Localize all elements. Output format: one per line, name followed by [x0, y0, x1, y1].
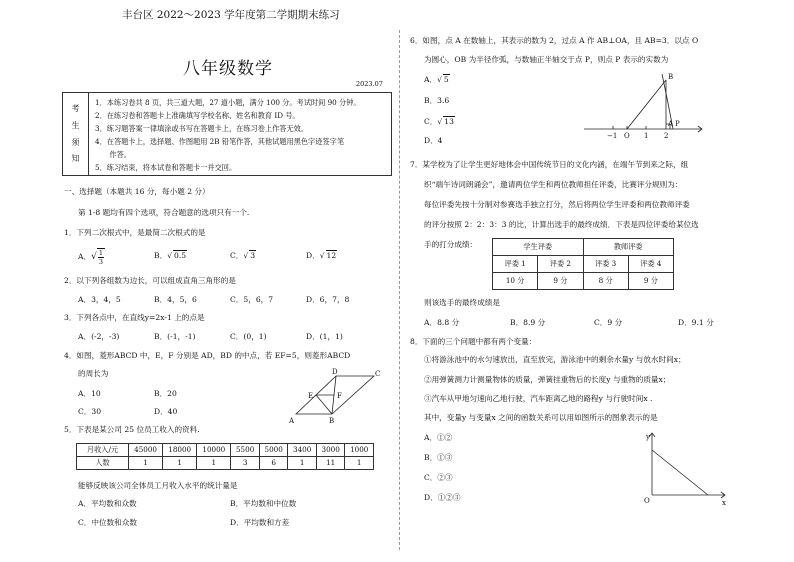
- label-a: A: [668, 120, 674, 128]
- q7-option-c: C．9 分: [594, 318, 623, 327]
- q6-option-b: B．3.6: [424, 96, 450, 105]
- q1-option-c: C．√ 3: [230, 251, 256, 260]
- notes-item: 作答。: [95, 149, 131, 159]
- label-f: F: [337, 392, 342, 400]
- q1-option-a: A．√ $\frac{1}{3}$: [78, 249, 103, 266]
- q3-option-c: C．(0，1): [230, 332, 267, 341]
- label-b: B: [668, 73, 674, 81]
- label-o: O: [624, 132, 630, 140]
- label-e: E: [308, 392, 314, 400]
- q8-item-3: ③汽车从甲地匀速向乙地行驶，汽车距离乙地的路程y 与行驶时间x .: [424, 394, 653, 403]
- q8-option-a: A．①②: [424, 433, 453, 442]
- q3-option-d: D．(1，1): [306, 332, 343, 341]
- table-cell: 18000: [163, 444, 197, 457]
- q5-option-d: D．平均数和方差: [230, 518, 290, 527]
- table-header-cell: 月收入/元: [77, 444, 129, 457]
- table-cell: 1: [197, 457, 231, 470]
- table-cell: 1: [163, 457, 197, 470]
- q6-stem-cont: 为圆心，OB 为半径作弧，与数轴正半轴交于点 P，则点 P 表示的实数为: [424, 55, 669, 64]
- q8-option-d: D．①②③: [424, 493, 461, 502]
- table-cell: 3: [231, 457, 260, 470]
- q1-option-b: B．√ 0.5: [154, 251, 187, 260]
- q8-option-c: C．②③: [424, 473, 453, 482]
- label-d: D: [332, 368, 338, 376]
- table-header-cell: 教师评委: [583, 239, 674, 256]
- q4-option-c: C．30: [78, 407, 102, 416]
- segment-ob: [627, 80, 666, 129]
- q7-option-a: A．8.8 分: [424, 318, 460, 327]
- notes-item: 1．本练习卷共 8 页，共三道大题，27 道小题，满分 100 分。考试时间 90 分钟。: [95, 98, 361, 107]
- table-cell: 10 分: [493, 273, 538, 290]
- q6-option-d: D．4: [424, 136, 443, 145]
- q5-income-table: [76, 443, 374, 470]
- table-cell: 评委 4: [628, 256, 673, 273]
- function-line: [652, 450, 708, 495]
- q5-option-b: B．平均数和中位数: [230, 499, 297, 508]
- table-cell: 评委 2: [538, 256, 583, 273]
- tick-label-two: 2: [664, 132, 669, 140]
- q8-ask: 其中，变量y 与变量x 之间的函数关系可以用如图所示的图象表示的是: [424, 413, 658, 422]
- label-a: A: [289, 417, 295, 425]
- q3-stem: 3．下列各点中，在直线y=2x-1 上的点是: [64, 313, 205, 322]
- q4-stem: 4．如图，菱形ABCD 中，E，F 分别是 AD，BD 的中点，若 EF=5，则菱形ABCD: [64, 351, 351, 360]
- notes-item: 2．在练习卷和答题卡上准确填写学校名称、姓名和教育 ID 号。: [95, 110, 300, 120]
- table-header-cell: 人数: [77, 457, 129, 470]
- tick-label-one: 1: [644, 132, 649, 140]
- q4-option-b: B．20: [154, 389, 177, 398]
- q2-option-c: C．5，6，7: [230, 295, 274, 304]
- label-b: B: [329, 417, 335, 425]
- q3-option-b: B．(-1，-1): [154, 332, 196, 341]
- q8-stem: 8．下面的三个问题中都有两个变量：: [410, 337, 537, 346]
- table-cell: 5500: [231, 444, 260, 457]
- q6-number-line-figure: [580, 72, 710, 142]
- label-c: C: [375, 370, 381, 378]
- table-cell: 3000: [316, 444, 345, 457]
- table-row: [493, 256, 674, 273]
- section-intro: 第 1-8 题均有四个选项，符合题意的选项只有一个.: [78, 208, 250, 217]
- table-header-cell: 学生评委: [493, 239, 584, 256]
- q5-ask: 能够反映该公司全体员工月收入水平的统计量是: [78, 481, 238, 490]
- q7-option-d: D．9.1 分: [678, 318, 714, 327]
- q5-option-a: A．平均数和众数: [78, 499, 137, 508]
- table-cell: 5000: [259, 444, 288, 457]
- q7-ask: 则该选手的最终成绩是: [424, 298, 500, 307]
- label-p: P: [675, 120, 680, 128]
- table-row: [493, 273, 674, 290]
- q2-option-a: A．3，4，5: [78, 295, 121, 304]
- notes-label: 考 生 须 知: [63, 93, 89, 175]
- table-cell: 1: [345, 457, 374, 470]
- q8-option-b: B．①③: [424, 453, 453, 462]
- q2-option-b: B．4，5，6: [154, 295, 197, 304]
- q1-option-d: D．√ 12: [306, 251, 337, 260]
- table-cell: 6: [259, 457, 288, 470]
- table-cell: 评委 1: [493, 256, 538, 273]
- q4-option-a: A．10: [78, 389, 101, 398]
- q5-stem: 5．下表是某公司 25 位员工收入的资料.: [64, 425, 200, 434]
- q7-stem: 7．某学校为了让学生更好地体会中国传统节日的文化内涵，在端午节到来之际，组 织“端午诗词朗诵会”，邀请两位学生和两位教师担任评委，比赛评分规则为： 每位评委先按十分制对参赛选手独立打分，然后将两位学生评委和两位教师评委 的评分按照 2：2：3：3 的比，计算出选手的最终成绩．下表是四位评委给某位选 手的打分成绩：: [410, 160, 699, 249]
- q6-option-a: A．√ 5: [424, 75, 449, 84]
- x-axis-label: x: [722, 499, 726, 507]
- q8-item-2: ②用弹簧测力计测量物体的质量，弹簧挂重物后的长度y 与重物的质量x；: [424, 375, 671, 384]
- table-cell: 11: [316, 457, 345, 470]
- table-row: [77, 444, 374, 457]
- q5-option-c: C．中位数和众数: [78, 518, 137, 527]
- q4-stem-cont: 的周长为: [78, 369, 109, 378]
- q8-item-1: ①将游泳池中的水匀速放出，直至放完，游泳池中的剩余水量y 与放水时间x；: [424, 355, 686, 364]
- table-row: [493, 239, 674, 256]
- table-cell: 1: [129, 457, 163, 470]
- subject-title: 八年级数学: [183, 59, 273, 79]
- q4-option-d: D．40: [154, 407, 178, 416]
- exam-title: 丰台区 2022～2023 学年度第二学期期末练习: [122, 9, 340, 21]
- q8-function-graph: [640, 430, 730, 505]
- origin-label: O: [644, 497, 650, 505]
- table-cell: 1000: [345, 444, 374, 457]
- q2-option-d: D．6，7，8: [306, 295, 350, 304]
- y-axis-label: y: [646, 433, 650, 441]
- q7-score-table: [492, 238, 674, 290]
- segment-eb: [316, 395, 332, 414]
- table-cell: 1: [288, 457, 317, 470]
- q4-rhombus-figure: [286, 370, 386, 425]
- exam-date: 2023.07: [356, 80, 383, 88]
- q2-stem: 2．以下列各组数为边长，可以组成直角三角形的是: [64, 276, 236, 285]
- candidate-notes-box: [62, 92, 392, 176]
- notes-list: [95, 97, 387, 174]
- q6-option-c: C．√ 13: [424, 117, 454, 126]
- notes-item: 5．练习结束，将本试卷和答题卡一并交回。: [95, 162, 237, 172]
- tick-label-minus-one: −1: [607, 132, 618, 140]
- table-cell: 评委 3: [583, 256, 628, 273]
- column-divider: [399, 30, 400, 550]
- q7-option-b: B．8.9 分: [510, 318, 546, 327]
- section-heading: 一、选择题（本题共 16 分，每小题 2 分）: [64, 187, 210, 196]
- notes-item: 3．练习题答案一律填涂或书写在答题卡上，在练习卷上作答无效。: [95, 123, 309, 133]
- q1-stem: 1．下列二次根式中，是最简二次根式的是: [64, 228, 206, 237]
- table-cell: 45000: [129, 444, 163, 457]
- table-cell: 8 分: [583, 273, 628, 290]
- q3-option-a: A．(-2，-3): [78, 332, 120, 341]
- table-cell: 9 分: [628, 273, 673, 290]
- table-cell: 10000: [197, 444, 231, 457]
- table-row: [77, 457, 374, 470]
- q6-stem: 6．如图，点 A 在数轴上，其表示的数为 2，过点 A 作 AB⊥OA，且 AB=3．以点 O: [410, 36, 699, 45]
- table-cell: 9 分: [538, 273, 583, 290]
- notes-item: 4．在答题卡上，选择题、作图题用 2B 铅笔作答，其他试题用黑色字迹签字笔: [95, 136, 345, 146]
- table-cell: 3400: [288, 444, 317, 457]
